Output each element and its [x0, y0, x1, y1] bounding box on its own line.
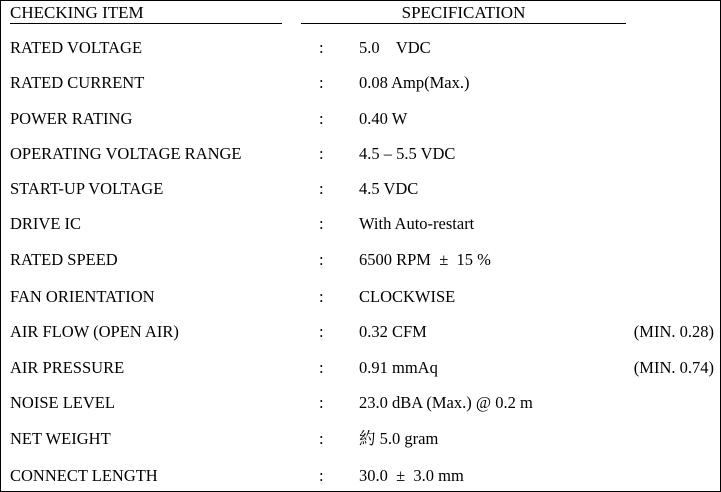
row-note: (MIN. 0.74) — [633, 358, 714, 377]
row-value: 23.0 dBA (Max.) @ 0.2 m — [359, 393, 533, 412]
row-value: 0.32 CFM — [359, 322, 427, 341]
row-colon: : — [319, 429, 324, 448]
row-colon: : — [319, 179, 324, 198]
table-row — [1, 142, 721, 166]
row-label: RATED CURRENT — [10, 73, 145, 92]
row-colon: : — [319, 109, 324, 128]
table-row — [1, 107, 721, 131]
row-value: CLOCKWISE — [359, 287, 456, 306]
row-label: DRIVE IC — [10, 214, 82, 233]
row-note: (MIN. 0.28) — [633, 322, 714, 341]
row-label: RATED SPEED — [10, 250, 118, 269]
row-colon: : — [319, 73, 324, 92]
header-checking-item — [10, 3, 282, 24]
row-label: AIR FLOW (OPEN AIR) — [10, 322, 179, 341]
row-label: START-UP VOLTAGE — [10, 179, 164, 198]
row-label: CONNECT LENGTH — [10, 466, 158, 485]
header-specification-label: SPECIFICATION — [401, 3, 526, 22]
row-value: 約 5.0 gram — [359, 429, 439, 448]
row-label: POWER RATING — [10, 109, 133, 128]
row-label: NET WEIGHT — [10, 429, 111, 448]
table-row — [1, 320, 721, 344]
header-checking-item-label: CHECKING ITEM — [10, 3, 144, 22]
row-value: 4.5 – 5.5 VDC — [359, 144, 456, 163]
table-row — [1, 356, 721, 380]
row-colon: : — [319, 144, 324, 163]
table-row — [1, 177, 721, 201]
row-value: 0.08 Amp(Max.) — [359, 73, 470, 92]
table-row — [1, 248, 721, 272]
table-row — [1, 36, 721, 60]
row-value: 6500 RPM ± 15 % — [359, 250, 491, 269]
row-value: With Auto-restart — [359, 214, 475, 233]
row-colon: : — [319, 322, 324, 341]
row-value: 0.91 mmAq — [359, 358, 438, 377]
table-row — [1, 391, 721, 415]
row-colon: : — [319, 466, 324, 485]
row-colon: : — [319, 38, 324, 57]
row-label: AIR PRESSURE — [10, 358, 125, 377]
row-value: 0.40 W — [359, 109, 408, 128]
row-label: NOISE LEVEL — [10, 393, 115, 412]
row-colon: : — [319, 358, 324, 377]
row-value: 4.5 VDC — [359, 179, 419, 198]
row-colon: : — [319, 214, 324, 233]
table-row — [1, 285, 721, 309]
row-colon: : — [319, 287, 324, 306]
table-row — [1, 427, 721, 451]
table-row — [1, 71, 721, 95]
row-label: FAN ORIENTATION — [10, 287, 155, 306]
row-colon: : — [319, 393, 324, 412]
table-row — [1, 464, 721, 488]
row-colon: : — [319, 250, 324, 269]
header-specification — [301, 3, 626, 24]
row-label: RATED VOLTAGE — [10, 38, 143, 57]
row-value: 5.0 VDC — [359, 38, 431, 57]
row-value: 30.0 ± 3.0 mm — [359, 466, 464, 485]
row-label: OPERATING VOLTAGE RANGE — [10, 144, 242, 163]
table-row — [1, 212, 721, 236]
